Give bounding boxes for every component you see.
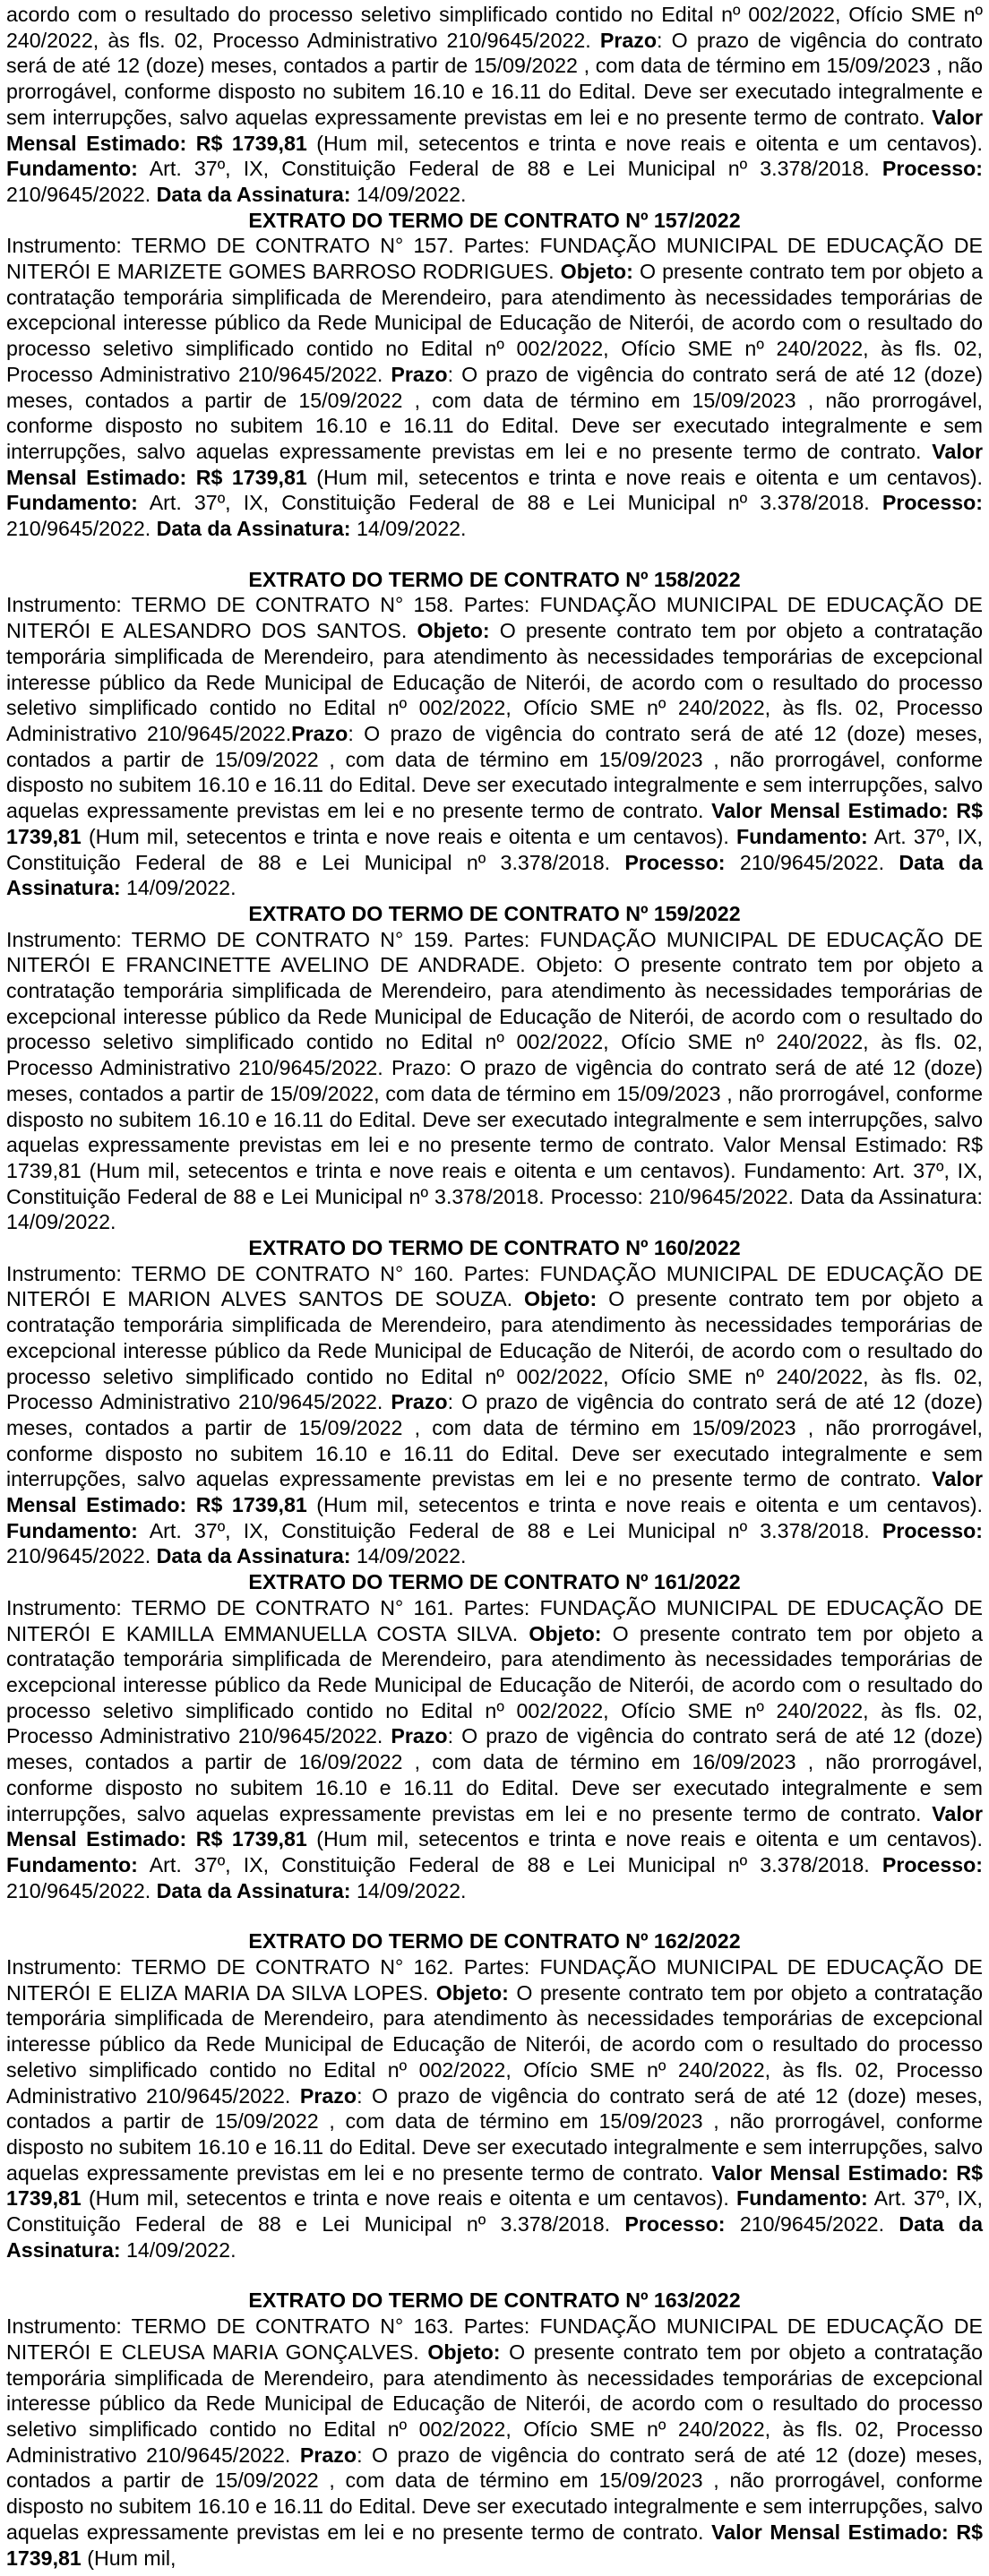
text-run: 14/09/2022. bbox=[120, 876, 236, 900]
processo-label: Processo: bbox=[624, 2212, 726, 2237]
text-run: 14/09/2022. bbox=[350, 1878, 467, 1902]
extract-title-162: EXTRATO DO TERMO DE CONTRATO Nº 162/2022 bbox=[248, 1929, 741, 1953]
text-run: O presente contrato tem por objeto a contratação temporária simplificada de Merendeiro, para atendimento às necessidades temporárias de excepcional interesse público da Rede Municipal de Educação de Niterói, de acordo com o resultado do processo seletivo simplificado contido no Edital nº 002/2022, Ofício SME nº 240/2022, às fls. 02, Processo Administrativo 210/9645/2022. bbox=[6, 1980, 983, 2108]
text-run: (Hum mil, bbox=[81, 2546, 176, 2570]
data-assinatura-label: Data da Assinatura: bbox=[156, 517, 351, 541]
text-run: 14/09/2022. bbox=[350, 182, 467, 206]
extract-title-158: EXTRATO DO TERMO DE CONTRATO Nº 158/2022 bbox=[248, 567, 741, 591]
valor-label: Valor Mensal Estimado: R$ 1739,81 bbox=[6, 439, 983, 489]
objeto-label: Objeto: bbox=[560, 260, 633, 284]
text-run: O presente contrato tem por objeto a contratação temporária simplificada de Merendeiro, para atendimento às necessidades temporárias de excepcional interesse público da Rede Municipal de Educação de Niterói, de acordo com o resultado do processo seletivo simplificado contido no Edital nº 002/2022, Ofício SME nº 240/2022, às fls. 02, Processo Administrativo 210/9645/2022. bbox=[6, 619, 983, 745]
fundamento-label: Fundamento: bbox=[6, 1518, 138, 1542]
text-run: : O prazo de vigência do contrato será de até 12 (doze) meses, contados a partir de 15/09/2022 , com data de término em 15/09/2023 , não prorrogável, conforme disposto no subitem 16.10 e 16.11 do Edital. Deve ser executado integralmente e sem interrupções, salvo aquelas expressamente previstas em lei e no presente termo de contrato. bbox=[6, 721, 983, 823]
text-run: Art. 37º, IX, Constituição Federal de 88 e Lei Municipal nº 3.378/2018. bbox=[6, 2186, 983, 2237]
extract-title-161: EXTRATO DO TERMO DE CONTRATO Nº 161/2022 bbox=[248, 1570, 741, 1594]
objeto-label: Objeto: bbox=[524, 1287, 598, 1311]
text-run: Instrumento: TERMO DE CONTRATO N° 160. Partes: FUNDAÇÃO MUNICIPAL DE EDUCAÇÃO DE NITERÓI E MARION ALVES SANTOS DE SOUZA. bbox=[6, 1261, 983, 1311]
fundamento-label: Fundamento: bbox=[6, 157, 138, 181]
text-run: Instrumento: TERMO DE CONTRATO N° 157. Partes: FUNDAÇÃO MUNICIPAL DE EDUCAÇÃO DE NITERÓI E MARIZETE GOMES BARROSO RODRIGUES. bbox=[6, 234, 983, 284]
text-run: (Hum mil, setecentos e trinta e nove reais e oitenta e um centavos). bbox=[306, 465, 983, 489]
fundamento-label: Fundamento: bbox=[6, 1852, 138, 1876]
text-run: 210/9645/2022. bbox=[725, 2212, 899, 2237]
text-run: acordo com o resultado do processo seletivo simplificado contido no Edital nº 002/2022, Ofício SME nº 240/2022, às fls. 02, Processo Administrativo 210/9645/2022. bbox=[6, 3, 983, 52]
text-run: 210/9645/2022. bbox=[6, 1544, 157, 1568]
objeto-label: Objeto: bbox=[417, 619, 490, 643]
extract-title-157: EXTRATO DO TERMO DE CONTRATO Nº 157/2022 bbox=[248, 208, 741, 232]
text-run: (Hum mil, setecentos e trinta e nove reais e oitenta e um centavos). bbox=[81, 2186, 736, 2211]
text-run: O presente contrato tem por objeto a contratação temporária simplificada de Merendeiro, para atendimento às necessidades temporárias de excepcional interesse público da Rede Municipal de Educação de Niterói, de acordo com o resultado do processo seletivo simplificado contido no Edital nº 002/2022, Ofício SME nº 240/2022, às fls. 02, Processo Administrativo 210/9645/2022. bbox=[6, 260, 983, 386]
text-run: Instrumento: TERMO DE CONTRATO N° 158. Partes: FUNDAÇÃO MUNICIPAL DE EDUCAÇÃO DE NITERÓI E ALESANDRO DOS SANTOS. bbox=[6, 593, 983, 643]
spacer bbox=[6, 1903, 983, 1928]
extract-body-161 bbox=[6, 1595, 983, 1903]
text-run: Art. 37º, IX, Constituição Federal de 88 e Lei Municipal nº 3.378/2018. bbox=[6, 824, 983, 874]
data-assinatura-label: Data da Assinatura: bbox=[156, 1544, 351, 1568]
extract-body-163 bbox=[6, 2314, 983, 2571]
fundamento-label: Fundamento: bbox=[6, 491, 138, 515]
extract-body-160 bbox=[6, 1261, 983, 1569]
fundamento-label: Fundamento: bbox=[735, 824, 868, 848]
fundamento-label: Fundamento: bbox=[735, 2186, 868, 2211]
extract-title-160: EXTRATO DO TERMO DE CONTRATO Nº 160/2022 bbox=[248, 1236, 741, 1260]
prazo-label: Prazo bbox=[291, 721, 348, 745]
valor-label: Valor Mensal Estimado: R$ 1739,81 bbox=[6, 2160, 983, 2211]
text-run: (Hum mil, setecentos e trinta e nove reais e oitenta e um centavos). bbox=[306, 1827, 983, 1851]
text-run: (Hum mil, setecentos e trinta e nove reais e oitenta e um centavos). bbox=[81, 824, 736, 848]
text-run: : O prazo de vigência do contrato será de até 12 (doze) meses, contados a partir de 15/09/2022 , com data de término em 15/09/2023 , não prorrogável, conforme disposto no subitem 16.10 e 16.11 do Edital. Deve ser executado integralmente e sem interrupções, salvo aquelas expressamente previstas em lei e no presente termo de contrato. bbox=[6, 28, 983, 129]
prazo-label: Prazo bbox=[299, 2443, 357, 2467]
text-run: Art. 37º, IX, Constituição Federal de 88 e Lei Municipal nº 3.378/2018. bbox=[137, 157, 882, 181]
text-run: 210/9645/2022. bbox=[725, 850, 899, 874]
data-assinatura-label: Data da Assinatura: bbox=[6, 2212, 983, 2262]
text-run: : O prazo de vigência do contrato será de até 12 (doze) meses, contados a partir de 15/09/2022 , com data de término em 15/09/2023 , não prorrogável, conforme disposto no subitem 16.10 e 16.11 do Edital. Deve ser executado integralmente e sem interrupções, salvo aquelas expressamente previstas em lei e no presente termo de contrato. bbox=[6, 2083, 983, 2185]
valor-label: Valor Mensal Estimado: R$ 1739,81 bbox=[6, 1801, 983, 1851]
objeto-label: Objeto: bbox=[435, 1980, 509, 2005]
extract-body-162 bbox=[6, 1954, 983, 2263]
text-run: Instrumento: TERMO DE CONTRATO N° 163. Partes: FUNDAÇÃO MUNICIPAL DE EDUCAÇÃO DE NITERÓI E CLEUSA MARIA GONÇALVES. bbox=[6, 2314, 983, 2364]
data-assinatura-label: Data da Assinatura: bbox=[156, 182, 351, 206]
text-run: O presente contrato tem por objeto a contratação temporária simplificada de Merendeiro, para atendimento às necessidades temporárias de excepcional interesse público da Rede Municipal de Educação de Niterói, de acordo com o resultado do processo seletivo simplificado contido no Edital nº 002/2022, Ofício SME nº 240/2022, às fls. 02, Processo Administrativo 210/9645/2022. bbox=[6, 1621, 983, 1748]
spacer bbox=[6, 2263, 983, 2288]
valor-label: Valor Mensal Estimado: R$ 1739,81 bbox=[6, 1467, 983, 1517]
text-run: Instrumento: TERMO DE CONTRATO N° 162. Partes: FUNDAÇÃO MUNICIPAL DE EDUCAÇÃO DE NITERÓI E ELIZA MARIA DA SILVA LOPES. bbox=[6, 1955, 983, 2005]
text-run: O presente contrato tem por objeto a contratação temporária simplificada de Merendeiro, para atendimento às necessidades temporárias de excepcional interesse público da Rede Municipal de Educação de Niterói, de acordo com o resultado do processo seletivo simplificado contido no Edital nº 002/2022, Ofício SME nº 240/2022, às fls. 02, Processo Administrativo 210/9645/2022. bbox=[6, 2340, 983, 2467]
objeto-label: Objeto: bbox=[427, 2340, 501, 2364]
prazo-label: Prazo bbox=[391, 362, 448, 386]
processo-label: Processo: bbox=[882, 157, 983, 181]
processo-label: Processo: bbox=[882, 491, 983, 515]
text-run: Instrumento: TERMO DE CONTRATO N° 161. Partes: FUNDAÇÃO MUNICIPAL DE EDUCAÇÃO DE NITERÓI E KAMILLA EMMANUELLA COSTA SILVA. bbox=[6, 1595, 983, 1645]
text-run: Art. 37º, IX, Constituição Federal de 88 e Lei Municipal nº 3.378/2018. bbox=[137, 1852, 882, 1876]
processo-label: Processo: bbox=[882, 1518, 983, 1542]
spacer bbox=[6, 542, 983, 567]
extract-body-159: Instrumento: TERMO DE CONTRATO N° 159. Partes: FUNDAÇÃO MUNICIPAL DE EDUCAÇÃO DE NITERÓI E FRANCINETTE AVELINO DE ANDRADE. Objeto: O presente contrato tem por objeto a contratação temporária simplificada de Merendeiro, para atendimento às necessidades temporárias de excepcional interesse público da Rede Municipal de Educação de Niterói, de acordo com o resultado do processo seletivo simplificado contido no Edital nº 002/2022, Ofício SME nº 240/2022, às fls. 02, Processo Administrativo 210/9645/2022. Prazo: O prazo de vigência do contrato será de até 12 (doze) meses, contados a partir de 15/09/2022, com data de término em 15/09/2023 , não prorrogável, conforme disposto no subitem 16.10 e 16.11 do Edital. Deve ser executado integralmente e sem interrupções, salvo aquelas expressamente previstas em lei e no presente termo de contrato. Valor Mensal Estimado: R$ 1739,81 (Hum mil, setecentos e trinta e nove reais e oitenta e um centavos). Fundamento: Art. 37º, IX, Constituição Federal de 88 e Lei Municipal nº 3.378/2018. Processo: 210/9645/2022. Data da Assinatura: 14/09/2022. bbox=[6, 927, 983, 1234]
text-run: : O prazo de vigência do contrato será de até 12 (doze) meses, contados a partir de 15/09/2022 , com data de término em 15/09/2023 , não prorrogável, conforme disposto no subitem 16.10 e 16.11 do Edital. Deve ser executado integralmente e sem interrupções, salvo aquelas expressamente previstas em lei e no presente termo de contrato. bbox=[6, 2443, 983, 2544]
text-run: Art. 37º, IX, Constituição Federal de 88 e Lei Municipal nº 3.378/2018. bbox=[137, 1518, 882, 1542]
extract-body-157 bbox=[6, 233, 983, 541]
extract-title-159: EXTRATO DO TERMO DE CONTRATO Nº 159/2022 bbox=[248, 901, 741, 925]
text-run: (Hum mil, setecentos e trinta e nove reais e oitenta e um centavos). bbox=[306, 131, 983, 155]
extract-title-163: EXTRATO DO TERMO DE CONTRATO Nº 163/2022 bbox=[248, 2288, 741, 2313]
continued-extract-text bbox=[6, 2, 983, 208]
valor-label: Valor Mensal Estimado: R$ 1739,81 bbox=[6, 799, 983, 848]
text-run: (Hum mil, setecentos e trinta e nove reais e oitenta e um centavos). bbox=[306, 1493, 983, 1517]
objeto-label: Objeto: bbox=[529, 1621, 602, 1645]
valor-label: Valor Mensal Estimado: R$ 1739,81 bbox=[6, 2520, 983, 2570]
extract-body-158 bbox=[6, 592, 983, 900]
text-run: O presente contrato tem por objeto a contratação temporária simplificada de Merendeiro, para atendimento às necessidades temporárias de excepcional interesse público da Rede Municipal de Educação de Niterói, de acordo com o resultado do processo seletivo simplificado contido no Edital nº 002/2022, Ofício SME nº 240/2022, às fls. 02, Processo Administrativo 210/9645/2022. bbox=[6, 1287, 983, 1414]
prazo-label: Prazo bbox=[391, 1390, 448, 1414]
text-run: 14/09/2022. bbox=[350, 517, 467, 541]
text-run: 210/9645/2022. bbox=[6, 517, 157, 541]
processo-label: Processo: bbox=[882, 1852, 983, 1876]
text-run: 210/9645/2022. bbox=[6, 1878, 157, 1902]
prazo-label: Prazo bbox=[599, 28, 658, 52]
text-run: 210/9645/2022. bbox=[6, 182, 157, 206]
text-run: : O prazo de vigência do contrato será de até 12 (doze) meses, contados a partir de 16/09/2022 , com data de término em 16/09/2023 , não prorrogável, conforme disposto no subitem 16.10 e 16.11 do Edital. Deve ser executado integralmente e sem interrupções, salvo aquelas expressamente previstas em lei e no presente termo de contrato. bbox=[6, 1724, 983, 1825]
text-run: 14/09/2022. bbox=[350, 1544, 467, 1568]
prazo-label: Prazo bbox=[299, 2083, 357, 2108]
text-run: : O prazo de vigência do contrato será de até 12 (doze) meses, contados a partir de 15/09/2022 , com data de término em 15/09/2023 , não prorrogável, conforme disposto no subitem 16.10 e 16.11 do Edital. Deve ser executado integralmente e sem interrupções, salvo aquelas expressamente previstas em lei e no presente termo de contrato. bbox=[6, 362, 983, 463]
data-assinatura-label: Data da Assinatura: bbox=[6, 850, 983, 900]
text-run: 14/09/2022. bbox=[120, 2237, 236, 2262]
prazo-label: Prazo bbox=[391, 1724, 448, 1748]
text-run: : O prazo de vigência do contrato será de até 12 (doze) meses, contados a partir de 15/09/2022 , com data de término em 15/09/2023 , não prorrogável, conforme disposto no subitem 16.10 e 16.11 do Edital. Deve ser executado integralmente e sem interrupções, salvo aquelas expressamente previstas em lei e no presente termo de contrato. bbox=[6, 1390, 983, 1491]
processo-label: Processo: bbox=[624, 850, 726, 874]
valor-label: Valor Mensal Estimado: R$ 1739,81 bbox=[6, 105, 983, 155]
data-assinatura-label: Data da Assinatura: bbox=[156, 1878, 351, 1902]
text-run: Art. 37º, IX, Constituição Federal de 88 e Lei Municipal nº 3.378/2018. bbox=[137, 491, 882, 515]
